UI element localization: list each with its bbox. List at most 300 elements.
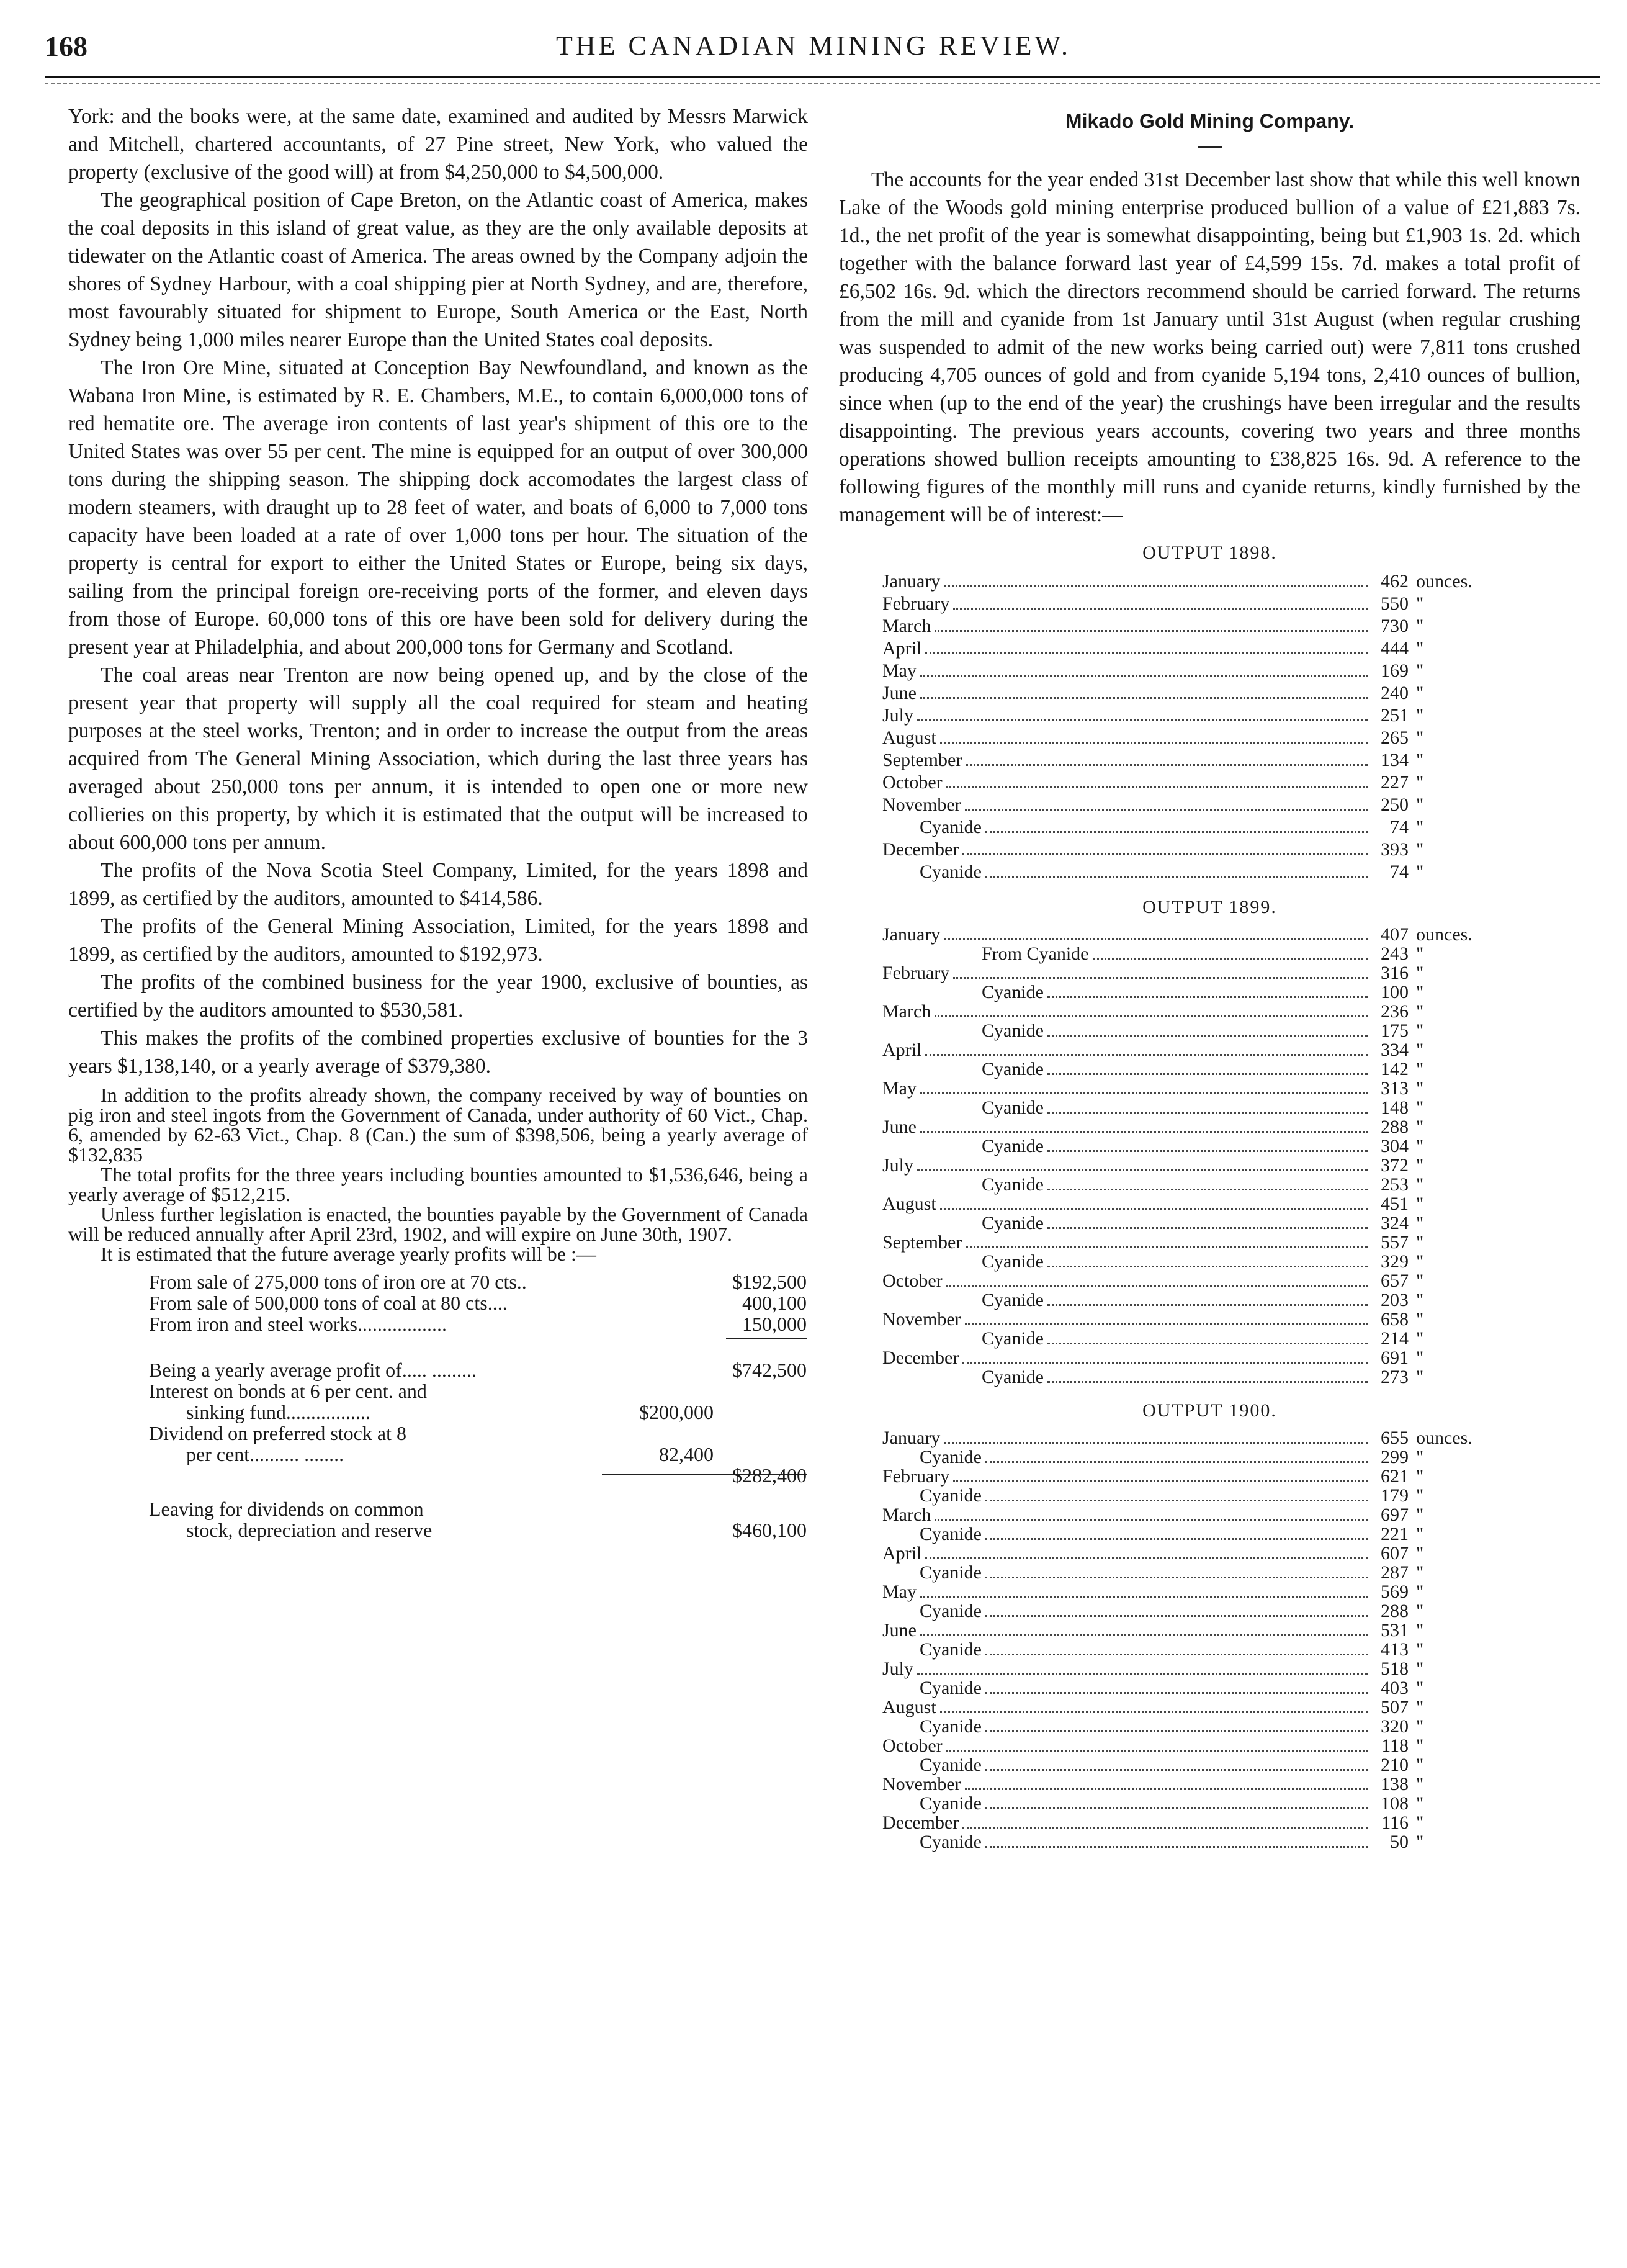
- paragraph: York: and the books were, at the same date, examined and audited by Messrs Marwick and Mitchell, chartered accountants, of 27 Pine street, New York, who valued the property (exclusive of the good will) at from $4,250,000 to $4,500,000.: [68, 105, 808, 184]
- row-value: 697: [1381, 1505, 1409, 1525]
- row-unit: ": [1416, 1232, 1424, 1253]
- row-unit: ": [1416, 593, 1424, 614]
- dot-leader: [940, 1711, 1368, 1713]
- table-row: [882, 1832, 1509, 1852]
- row-label: November: [882, 1309, 961, 1330]
- dot-leader: [946, 1750, 1368, 1752]
- table-heading: OUTPUT 1899.: [1142, 897, 1277, 917]
- row-value: 179: [1381, 1485, 1409, 1506]
- row-unit: ": [1416, 1716, 1424, 1737]
- dot-leader: [1047, 1304, 1368, 1306]
- row-value: 250: [1381, 794, 1409, 815]
- row-unit: ": [1416, 1328, 1424, 1349]
- row-unit: ": [1416, 1678, 1424, 1698]
- dot-leader: [944, 1442, 1368, 1444]
- row-label: Cyanide: [982, 1097, 1044, 1118]
- row-label: March: [882, 1505, 931, 1525]
- row-label: October: [882, 1271, 943, 1291]
- row-value: 334: [1381, 1040, 1409, 1060]
- row-unit: ": [1416, 1117, 1424, 1137]
- row-label: February: [882, 1466, 950, 1487]
- estimate-amount: 150,000: [742, 1313, 807, 1335]
- table-row: [882, 772, 1509, 794]
- row-label: October: [882, 772, 943, 793]
- row-unit: ": [1416, 862, 1424, 882]
- dot-leader: [962, 1362, 1368, 1364]
- row-label: Cyanide: [920, 1485, 982, 1506]
- row-label: Cyanide: [982, 1020, 1044, 1041]
- row-label: Cyanide: [920, 1793, 982, 1814]
- section-title: Mikado Gold Mining Company.: [1065, 110, 1355, 132]
- row-label: Cyanide: [982, 1251, 1044, 1272]
- row-unit: ": [1416, 1097, 1424, 1118]
- dot-leader: [1047, 996, 1368, 998]
- table-row: [882, 1310, 1509, 1329]
- table-row: [882, 1640, 1509, 1659]
- row-label: April: [882, 1543, 922, 1564]
- table-row: [882, 794, 1509, 816]
- row-value: 657: [1381, 1271, 1409, 1291]
- dot-leader: [940, 742, 1368, 744]
- row-unit: ": [1416, 1639, 1424, 1660]
- table-row: [882, 570, 1509, 593]
- dot-leader: [1047, 1266, 1368, 1267]
- table-row: [882, 1428, 1509, 1447]
- dot-leader: [985, 1615, 1368, 1617]
- row-unit: ": [1416, 1620, 1424, 1640]
- table-row: [882, 1813, 1509, 1832]
- dot-leader: [985, 1807, 1368, 1809]
- table-row: [882, 1467, 1509, 1486]
- left-column: [68, 102, 808, 1541]
- dot-leader: [935, 1519, 1368, 1521]
- row-value: 444: [1381, 638, 1409, 659]
- paragraph: The total profits for the three years including bounties amounted to $1,536,646, being a yearly average of $512,215.: [68, 1163, 808, 1205]
- table-row: [882, 1698, 1509, 1717]
- table-row: [882, 944, 1509, 963]
- estimate-label: Being a yearly average profit of..... .........: [149, 1359, 477, 1381]
- row-label: December: [882, 1812, 959, 1833]
- table-row: [882, 1290, 1509, 1310]
- dot-leader: [965, 809, 1368, 811]
- row-value: 74: [1390, 862, 1409, 882]
- table-row: [882, 1060, 1509, 1079]
- row-label: April: [882, 1040, 922, 1060]
- row-value: 74: [1390, 817, 1409, 837]
- dot-leader: [1093, 958, 1368, 960]
- dot-leader: [944, 938, 1368, 940]
- row-value: 691: [1381, 1348, 1409, 1368]
- dot-leader: [920, 1131, 1368, 1133]
- row-label: August: [882, 1194, 936, 1214]
- table-row: [882, 749, 1509, 772]
- row-value: 253: [1381, 1174, 1409, 1195]
- row-label: September: [882, 750, 962, 770]
- row-value: 169: [1381, 660, 1409, 681]
- row-label: August: [882, 1697, 936, 1717]
- dot-leader: [920, 1634, 1368, 1636]
- row-unit: ounces.: [1416, 571, 1472, 592]
- estimate-amount: $742,500: [732, 1359, 807, 1381]
- row-value: 203: [1381, 1290, 1409, 1310]
- header-rule-dashed: [45, 83, 1600, 84]
- dot-leader: [966, 764, 1368, 766]
- output-table-1898: [882, 570, 1509, 883]
- row-label: June: [882, 683, 917, 703]
- row-unit: ": [1416, 1078, 1424, 1099]
- row-value: 730: [1381, 616, 1409, 636]
- row-unit: ": [1416, 1505, 1424, 1525]
- paragraph: It is estimated that the future average yearly profits will be :—: [101, 1243, 596, 1265]
- table-row: [882, 1156, 1509, 1175]
- estimate-label: sinking fund.................: [186, 1401, 370, 1423]
- row-label: November: [882, 794, 961, 815]
- page-number: 168: [45, 30, 87, 62]
- table-row: [882, 839, 1509, 861]
- row-unit: ": [1416, 817, 1424, 837]
- table-row: [882, 1678, 1509, 1698]
- row-unit: ": [1416, 1543, 1424, 1564]
- row-value: 108: [1381, 1793, 1409, 1814]
- row-value: 221: [1381, 1524, 1409, 1544]
- table-row: [882, 1505, 1509, 1524]
- row-value: 329: [1381, 1251, 1409, 1272]
- row-unit: ": [1416, 1059, 1424, 1079]
- row-value: 236: [1381, 1001, 1409, 1022]
- table-row: [882, 925, 1509, 944]
- paragraph: The profits of the General Mining Association, Limited, for the years 1898 and 1899, as certified by the auditors, amounted to $192,973.: [68, 915, 808, 966]
- row-value: 413: [1381, 1639, 1409, 1660]
- table-row: [882, 1079, 1509, 1098]
- row-value: 621: [1381, 1466, 1409, 1487]
- table-heading: OUTPUT 1900.: [1142, 1400, 1277, 1421]
- page-header: [0, 0, 1627, 87]
- row-label: Cyanide: [920, 862, 982, 882]
- row-unit: ": [1416, 1524, 1424, 1544]
- table-row: [882, 1447, 1509, 1467]
- paragraph: The profits of the combined business for the year 1900, exclusive of bounties, as certified by the auditors amounted to $530,581.: [68, 971, 808, 1022]
- row-unit: ": [1416, 750, 1424, 770]
- dot-leader: [946, 786, 1368, 788]
- row-label: Cyanide: [920, 1678, 982, 1698]
- row-value: 227: [1381, 772, 1409, 793]
- table-row: [882, 816, 1509, 839]
- table-row: [882, 615, 1509, 637]
- row-unit: ": [1416, 1562, 1424, 1583]
- table-row: [882, 1563, 1509, 1582]
- row-unit: ": [1416, 963, 1424, 983]
- dot-leader: [925, 652, 1368, 654]
- row-label: Cyanide: [920, 817, 982, 837]
- row-unit: ounces.: [1416, 1428, 1472, 1448]
- row-label: March: [882, 616, 931, 636]
- table-row: [882, 727, 1509, 749]
- row-unit: ": [1416, 1697, 1424, 1717]
- dot-leader: [1047, 1112, 1368, 1114]
- row-label: Cyanide: [982, 1328, 1044, 1349]
- table-heading: OUTPUT 1898.: [1142, 542, 1277, 563]
- row-unit: ": [1416, 1290, 1424, 1310]
- paragraph: The geographical position of Cape Breton, on the Atlantic coast of America, makes the coal deposits in this island of great value, as they are the only available deposits at tidewater on the Atlantic coast of America. The areas owned by the Company adjoin the shores of Sydney Harbour, with a coal shipping pier at North Sydney, and are, therefore, most favourably situated for shipment to Europe, South America or the East, North Sydney being 1,000 miles nearer Europe than the United States coal deposits.: [68, 189, 808, 351]
- estimate-amount: 82,400: [659, 1443, 714, 1465]
- row-unit: ": [1416, 1735, 1424, 1756]
- row-value: 655: [1381, 1428, 1409, 1448]
- row-label: December: [882, 839, 959, 860]
- table-row: [882, 1348, 1509, 1367]
- row-label: January: [882, 571, 941, 592]
- estimate-amount: $200,000: [639, 1401, 714, 1423]
- row-label: Cyanide: [920, 1524, 982, 1544]
- row-label: May: [882, 1078, 917, 1099]
- paragraph: The accounts for the year ended 31st December last show that while this well known Lake of the Woods gold mining enterprise produced bullion of a value of £21,883 7s. 1d., the net profit of the year is somewhat disappointing, being but £1,903 1s. 2d. which together with the balance forward last year of £4,599 15s. 7d. makes a total profit of £6,502 16s. 9d. which the directors recommend should be carried forward. The returns from the mill and cyanide from 1st January until 31st August (when regular crushing was suspended to admit of the new works being carried out) were 7,811 tons crushed producing 4,705 ounces of gold and from cyanide 5,194 tons, 2,410 ounces of bullion, since when (up to the end of the year) the crushings have been irregular and the results disappointing. The previous years accounts, covering two years and three months operations showed bullion receipts amounting to £38,825 16s. 9d. A reference to the following figures of the monthly mill runs and cyanide returns, kindly furnished by the management will be of interest:—: [839, 168, 1580, 526]
- row-value: 175: [1381, 1020, 1409, 1041]
- paragraph: In addition to the profits already shown, the company received by way of bounties on pig iron and steel ingots from the Government of Canada, under authority of 60 Vict., Chap. 6, amended by 62-63 Vict., Chap. 8 (Can.) the sum of $398,506, being a yearly average of $132,835: [68, 1084, 808, 1166]
- row-value: 324: [1381, 1213, 1409, 1233]
- row-label: Cyanide: [982, 982, 1044, 1002]
- row-unit: ": [1416, 1582, 1424, 1602]
- row-value: 288: [1381, 1601, 1409, 1621]
- row-label: July: [882, 705, 914, 726]
- table-row: [882, 1175, 1509, 1194]
- row-label: Cyanide: [982, 1136, 1044, 1156]
- row-unit: ": [1416, 1447, 1424, 1467]
- dot-leader: [940, 1208, 1368, 1210]
- dot-leader: [985, 1538, 1368, 1540]
- table-row: [882, 1582, 1509, 1601]
- dot-leader: [1047, 1343, 1368, 1344]
- table-row: [882, 1098, 1509, 1117]
- row-label: Cyanide: [920, 1447, 982, 1467]
- table-row: [882, 637, 1509, 660]
- dot-leader: [966, 1246, 1368, 1248]
- table-row: [882, 1621, 1509, 1640]
- output-table-1900: [882, 1428, 1509, 1852]
- row-label: Cyanide: [920, 1639, 982, 1660]
- row-value: 142: [1381, 1059, 1409, 1079]
- row-label: December: [882, 1348, 959, 1368]
- row-unit: ": [1416, 1658, 1424, 1679]
- table-row: [882, 704, 1509, 727]
- row-value: 304: [1381, 1136, 1409, 1156]
- row-value: 50: [1390, 1832, 1409, 1852]
- dot-leader: [935, 630, 1368, 632]
- row-label: Cyanide: [920, 1562, 982, 1583]
- row-value: 407: [1381, 924, 1409, 945]
- row-label: June: [882, 1117, 917, 1137]
- row-label: Cyanide: [920, 1601, 982, 1621]
- row-unit: ": [1416, 1213, 1424, 1233]
- row-unit: ": [1416, 1755, 1424, 1775]
- dot-leader: [1047, 1227, 1368, 1229]
- table-row: [882, 983, 1509, 1002]
- right-column: [839, 102, 1580, 1852]
- dot-leader: [985, 1692, 1368, 1694]
- row-value: 550: [1381, 593, 1409, 614]
- row-unit: ": [1416, 772, 1424, 793]
- header-rule: [45, 76, 1600, 78]
- row-unit: ": [1416, 1774, 1424, 1794]
- row-unit: ": [1416, 1136, 1424, 1156]
- row-value: 462: [1381, 571, 1409, 592]
- table-row: [882, 1021, 1509, 1040]
- estimate-label: From sale of 500,000 tons of coal at 80 cts....: [149, 1292, 508, 1314]
- row-unit: ": [1416, 660, 1424, 681]
- row-unit: ": [1416, 1485, 1424, 1506]
- row-value: 518: [1381, 1658, 1409, 1679]
- row-value: 287: [1381, 1562, 1409, 1583]
- table-row: [882, 1486, 1509, 1505]
- estimate-amount: 400,100: [742, 1292, 807, 1314]
- table-row: [882, 593, 1509, 615]
- dot-leader: [925, 1054, 1368, 1056]
- row-unit: ": [1416, 1466, 1424, 1487]
- estimate-label: stock, depreciation and reserve: [186, 1519, 433, 1541]
- row-label: Cyanide: [982, 1213, 1044, 1233]
- row-value: 393: [1381, 839, 1409, 860]
- paragraph: The profits of the Nova Scotia Steel Company, Limited, for the years 1898 and 1899, as certified by the auditors, amounted to $414,586.: [68, 859, 808, 910]
- table-row: [882, 1002, 1509, 1021]
- row-value: 288: [1381, 1117, 1409, 1137]
- dot-leader: [965, 1323, 1368, 1325]
- row-value: 210: [1381, 1755, 1409, 1775]
- row-label: June: [882, 1620, 917, 1640]
- dot-leader: [985, 1500, 1368, 1501]
- row-unit: ": [1416, 1367, 1424, 1387]
- row-value: 316: [1381, 963, 1409, 983]
- dot-leader: [920, 675, 1368, 677]
- row-label: May: [882, 1582, 917, 1602]
- row-value: 658: [1381, 1309, 1409, 1330]
- dot-leader: [962, 1827, 1368, 1829]
- row-value: 557: [1381, 1232, 1409, 1253]
- row-value: 116: [1381, 1812, 1409, 1833]
- estimate-label: Interest on bonds at 6 per cent. and: [149, 1380, 427, 1402]
- dot-leader: [944, 585, 1368, 587]
- row-unit: ": [1416, 1348, 1424, 1368]
- row-value: 214: [1381, 1328, 1409, 1349]
- dot-leader: [985, 1846, 1368, 1848]
- estimate-label: Leaving for dividends on common: [149, 1498, 424, 1520]
- row-value: 320: [1381, 1716, 1409, 1737]
- dot-leader: [920, 1596, 1368, 1598]
- row-label: February: [882, 963, 950, 983]
- estimate-label: From iron and steel works..................: [149, 1313, 447, 1335]
- dot-leader: [917, 719, 1368, 721]
- row-unit: ": [1416, 1174, 1424, 1195]
- table-row: [882, 1117, 1509, 1136]
- dot-leader: [920, 697, 1368, 699]
- row-unit: ": [1416, 1812, 1424, 1833]
- row-label: From Cyanide: [982, 943, 1089, 964]
- paragraph: The Iron Ore Mine, situated at Conception Bay Newfoundland, and known as the Wabana Iron Mine, is estimated by R. E. Chambers, M.E., to contain 6,000,000 tons of red hematite ore. The average iron contents of last year's shipment of this ore to the United States was over 55 per cent. The mine is equipped for an output of over 300,000 tons during the shipping season. The shipping dock accomodates the largest class of modern steamers, with draught up to 28 feet of water, and boats of 6,000 to 7,000 tons capacity have been loaded at a rate of over 1,000 tons per hour. The situation of the property is central for export to either the United States or Europe, being six days, sailing from the principal foreign ore-receiving ports of the former, and eleven days from those of Europe. 60,000 tons of this ore have been sold for delivery during the present year at Philadelphia, and about 200,000 tons for Germany and Scotland.: [68, 356, 808, 659]
- dot-leader: [925, 1557, 1368, 1559]
- row-label: January: [882, 1428, 941, 1448]
- dot-leader: [985, 1654, 1368, 1655]
- estimate-amount: $282,400: [732, 1464, 807, 1487]
- row-unit: ": [1416, 1155, 1424, 1176]
- dot-leader: [985, 1769, 1368, 1771]
- estimate-label: Dividend on preferred stock at 8: [149, 1422, 406, 1444]
- row-value: 507: [1381, 1697, 1409, 1717]
- estimate-amount: $192,500: [732, 1271, 807, 1293]
- paragraph: This makes the profits of the combined properties exclusive of bounties for the 3 years $1,138,140, or a yearly average of $379,380.: [68, 1027, 808, 1078]
- row-label: September: [882, 1232, 962, 1253]
- table-row: [882, 1717, 1509, 1736]
- row-unit: ": [1416, 1194, 1424, 1214]
- row-label: July: [882, 1658, 914, 1679]
- row-unit: ": [1416, 1040, 1424, 1060]
- estimate-amount: $460,100: [732, 1519, 807, 1541]
- table-row: [882, 1213, 1509, 1233]
- row-value: 134: [1381, 750, 1409, 770]
- row-unit: ounces.: [1416, 924, 1472, 945]
- row-value: 451: [1381, 1194, 1409, 1214]
- table-row: [882, 1040, 1509, 1060]
- row-unit: ": [1416, 1251, 1424, 1272]
- row-value: 243: [1381, 943, 1409, 964]
- row-unit: ": [1416, 982, 1424, 1002]
- dot-leader: [935, 1015, 1368, 1017]
- estimates-table: [149, 1271, 807, 1541]
- table-row: [882, 1367, 1509, 1387]
- row-unit: ": [1416, 638, 1424, 659]
- dot-leader: [917, 1169, 1368, 1171]
- table-row: [882, 1794, 1509, 1813]
- paragraph: The coal areas near Trenton are now being opened up, and by the close of the present year that property will supply all the coal required for steam and heating purposes at the steel works, Trenton; and in order to increase the output from the areas acquired from The General Mining Association, which during the last three years has averaged about 250,000 tons per annum, it is intended to open one or more new collieries on this property, by which it is estimated that the output will be increased to about 600,000 tons per annum.: [68, 664, 808, 854]
- row-unit: ": [1416, 1309, 1424, 1330]
- estimate-label: From sale of 275,000 tons of iron ore at 70 cts..: [149, 1271, 527, 1293]
- table-row: [882, 1252, 1509, 1271]
- dot-leader: [985, 1577, 1368, 1578]
- row-label: July: [882, 1155, 914, 1176]
- row-value: 138: [1381, 1774, 1409, 1794]
- dot-leader: [917, 1673, 1368, 1675]
- row-label: Cyanide: [982, 1367, 1044, 1387]
- row-label: August: [882, 727, 936, 748]
- dot-leader: [1047, 1035, 1368, 1037]
- row-label: Cyanide: [982, 1290, 1044, 1310]
- dot-leader: [965, 1788, 1368, 1790]
- row-unit: ": [1416, 1832, 1424, 1852]
- table-row: [882, 1755, 1509, 1775]
- row-unit: ": [1416, 1020, 1424, 1041]
- row-value: 251: [1381, 705, 1409, 726]
- dot-leader: [1047, 1150, 1368, 1152]
- dot-leader: [953, 977, 1368, 979]
- row-unit: ": [1416, 1601, 1424, 1621]
- title-rule: [1198, 146, 1222, 148]
- table-row: [882, 660, 1509, 682]
- row-value: 273: [1381, 1367, 1409, 1387]
- row-label: April: [882, 638, 922, 659]
- dot-leader: [962, 853, 1368, 855]
- row-unit: ": [1416, 683, 1424, 703]
- estimate-label: per cent.......... ........: [186, 1443, 344, 1465]
- row-label: November: [882, 1774, 961, 1794]
- row-unit: ": [1416, 616, 1424, 636]
- row-unit: ": [1416, 1001, 1424, 1022]
- table-row: [882, 1736, 1509, 1755]
- row-value: 118: [1381, 1735, 1409, 1756]
- row-value: 607: [1381, 1543, 1409, 1564]
- row-value: 265: [1381, 727, 1409, 748]
- dot-leader: [985, 876, 1368, 878]
- dot-leader: [1047, 1073, 1368, 1075]
- row-unit: ": [1416, 727, 1424, 748]
- row-value: 313: [1381, 1078, 1409, 1099]
- row-unit: ": [1416, 794, 1424, 815]
- row-unit: ": [1416, 1793, 1424, 1814]
